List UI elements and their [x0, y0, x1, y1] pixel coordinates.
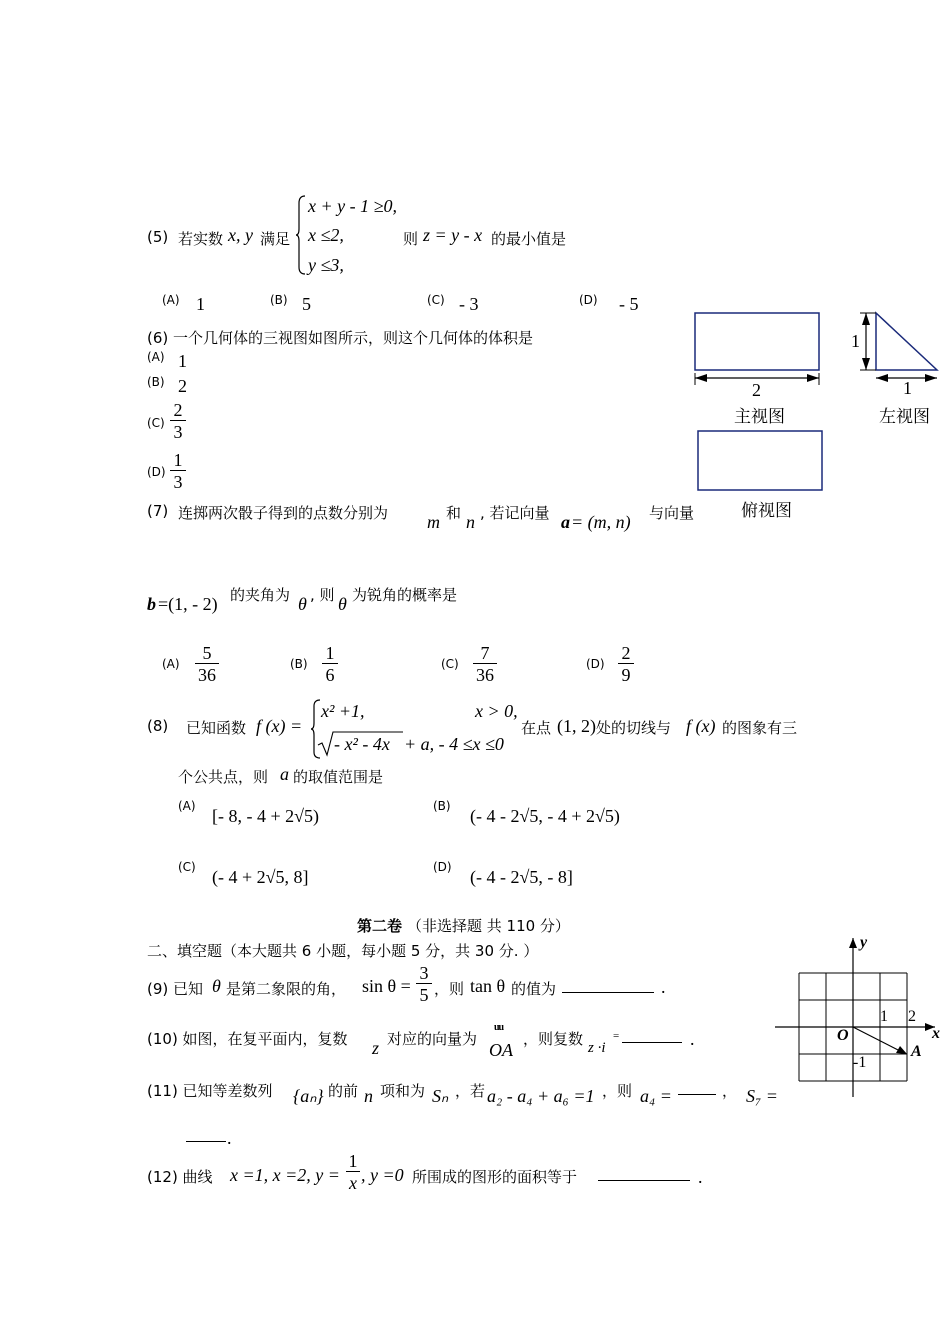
- q7-vector-a-value: = (m, n): [571, 512, 631, 532]
- q7-vector-b: b: [147, 594, 156, 614]
- q5-option-value: - 3: [459, 294, 479, 314]
- q9-tan: tan θ: [470, 976, 506, 996]
- q10-text: (10) 如图，在复平面内，复数: [147, 1030, 348, 1048]
- side-view-height: 1: [851, 331, 860, 351]
- q5-option-label: (A): [162, 293, 180, 307]
- q10-vector: OA: [489, 1040, 513, 1060]
- q5-text: 则: [403, 230, 419, 248]
- q8-function: f (x): [686, 716, 716, 736]
- q8-case-2-radicand: - x² - 4x: [334, 734, 390, 754]
- q11-a4-blank[interactable]: [678, 1080, 716, 1095]
- q9-sin: sin θ =: [362, 976, 411, 996]
- q12-answer-blank[interactable]: [598, 1166, 690, 1181]
- q9-text: 是第二象限的角，: [226, 980, 347, 998]
- q11-s7-blank[interactable]: [186, 1127, 226, 1142]
- q6-option-label: (A): [147, 350, 165, 364]
- q7-number: (7): [147, 502, 169, 520]
- q11-var-n: n: [364, 1086, 373, 1106]
- front-view-rect: [695, 313, 819, 370]
- q7-var-n: n: [466, 512, 475, 532]
- x-tick-2: 2: [908, 1008, 916, 1025]
- q7-theta: θ: [298, 594, 307, 614]
- x-tick-1: 1: [880, 1008, 888, 1025]
- side-view-triangle: [876, 313, 937, 370]
- q7-text: 和: [446, 504, 462, 522]
- q11-equation: a₂ - a₄ + a₆ =1: [487, 1086, 595, 1106]
- q5-number: (5): [147, 228, 169, 246]
- q11-period: .: [227, 1128, 232, 1148]
- q10-zi: z ·i: [588, 1040, 606, 1056]
- q11-text: 项和为: [380, 1082, 426, 1100]
- q8-option-label: (A): [178, 799, 196, 813]
- side-view-width: 1: [903, 378, 912, 398]
- q9-fraction: 3 5: [416, 963, 432, 1006]
- q11-text: (11) 已知等差数列: [147, 1082, 273, 1100]
- q8-option-label: (C): [178, 860, 196, 874]
- q11-a4: a₄ =: [640, 1086, 672, 1106]
- q11-text: ，则: [602, 1082, 633, 1100]
- q8-number: (8): [147, 717, 169, 735]
- q8-option-value: (- 4 + 2√5, 8]: [212, 867, 309, 887]
- q5-option-label: (B): [270, 293, 288, 307]
- origin-label: O: [837, 1027, 849, 1044]
- q8-text: 个公共点，则: [178, 768, 269, 786]
- q6-option-fraction: 2 3: [170, 400, 186, 443]
- q5-text: 若实数: [178, 230, 224, 248]
- q5-expression: z = y - x: [423, 225, 483, 245]
- side-view-label: 左视图: [879, 407, 930, 427]
- q8-option-label: (B): [433, 799, 451, 813]
- q10-period: .: [690, 1029, 695, 1049]
- q5-option-label: (D): [579, 293, 598, 307]
- q7-vector-b-value: =(1, - 2): [158, 594, 218, 614]
- q11-text: ，若: [455, 1082, 486, 1100]
- q9-text: (9) 已知: [147, 980, 204, 998]
- q7-option-label: (B): [290, 657, 308, 671]
- q6-option-label: (B): [147, 375, 165, 389]
- q11-s7: S₇ =: [746, 1086, 778, 1106]
- q6-option-value: 2: [178, 376, 187, 396]
- q9-answer-blank[interactable]: [562, 978, 654, 993]
- q10-text: ，则复数: [523, 1030, 584, 1048]
- q9-text: ，则: [434, 980, 465, 998]
- q11-sequence: {aₙ}: [293, 1086, 324, 1106]
- q8-condition-1: x > 0,: [475, 701, 518, 721]
- q7-text: , 若记向量: [480, 504, 550, 522]
- q7-option-label: (C): [441, 657, 459, 671]
- q11-comma: ，: [722, 1082, 738, 1100]
- q7-text: 连掷两次骰子得到的点数分别为: [178, 504, 389, 522]
- y-tick-minus-1: -1: [853, 1054, 867, 1071]
- q6-option-fraction: 1 3: [170, 450, 186, 493]
- part2-subtitle: （非选择题 共 110 分）: [407, 917, 570, 935]
- q9-theta: θ: [212, 976, 221, 996]
- q7-text: 的夹角为: [230, 586, 291, 604]
- complex-plane-figure: [775, 935, 945, 1105]
- q7-option-label: (A): [162, 657, 180, 671]
- q11-sum: Sₙ: [432, 1086, 449, 1106]
- q8-case-2-rest: + a, - 4 ≤x ≤0: [404, 734, 504, 754]
- top-view-label: 俯视图: [741, 501, 792, 521]
- section-heading: 二、填空题（本大题共 6 小题，每小题 5 分，共 30 分. ）: [147, 942, 539, 960]
- q10-answer-blank[interactable]: [622, 1028, 682, 1043]
- q5-brace: [296, 195, 306, 275]
- q7-option-fraction: 5 36: [195, 643, 219, 686]
- q5-constraint-1: x + y - 1 ≥0,: [308, 196, 397, 216]
- q5-option-value: - 5: [619, 294, 639, 314]
- q6-text: (6) 一个几何体的三视图如图所示，则这个几何体的体积是: [147, 329, 534, 347]
- q7-theta: θ: [338, 594, 347, 614]
- q8-case-1: x² +1,: [321, 701, 365, 721]
- q10-var-z: z: [372, 1038, 380, 1058]
- q6-option-value: 1: [178, 351, 187, 371]
- point-a-label: A: [911, 1043, 922, 1060]
- q6-option-label: (D): [147, 465, 166, 479]
- q6-option-label: (C): [147, 416, 165, 430]
- q9-text: 的值为: [511, 980, 557, 998]
- q5-option-value: 1: [196, 294, 205, 314]
- q5-vars: x, y: [228, 225, 253, 245]
- q8-option-value: (- 4 - 2√5, - 8]: [470, 867, 573, 887]
- q5-option-label: (C): [427, 293, 445, 307]
- q5-text: 的最小值是: [491, 230, 567, 248]
- q8-text: 的图象有三: [722, 719, 798, 737]
- q5-text: 满足: [260, 230, 291, 248]
- q8-text: 的取值范围是: [293, 768, 384, 786]
- front-view-label: 主视图: [734, 407, 785, 427]
- q7-vector-a: a: [561, 512, 570, 532]
- q8-point: (1, 2): [557, 716, 596, 736]
- q8-text: 处的切线与: [596, 719, 672, 737]
- q8-text: 在点: [521, 719, 552, 737]
- q8-option-label: (D): [433, 860, 452, 874]
- q7-text: 与向量: [649, 504, 695, 522]
- q10-equals: =: [613, 1030, 620, 1042]
- y-axis-label: y: [860, 934, 868, 951]
- q8-var-a: a: [280, 764, 289, 784]
- q7-option-fraction: 7 36: [473, 643, 497, 686]
- q7-option-label: (D): [586, 657, 605, 671]
- q12-curves: , y =0: [361, 1165, 404, 1185]
- q7-option-fraction: 2 9: [618, 643, 634, 686]
- top-view-rect: [698, 431, 822, 490]
- q12-curves: x =1, x =2, y =: [230, 1165, 340, 1185]
- q12-fraction: 1 x: [346, 1151, 360, 1194]
- q8-function: f (x) =: [256, 716, 303, 736]
- q11-text: 的前: [328, 1082, 359, 1100]
- q5-constraint-3: y ≤3,: [308, 255, 344, 275]
- q5-option-value: 5: [302, 294, 311, 314]
- q9-period: .: [661, 977, 666, 997]
- q7-text: 为锐角的概率是: [352, 586, 458, 604]
- part2-title: 第二卷: [357, 917, 403, 935]
- q12-text: (12) 曲线: [147, 1168, 213, 1186]
- q7-text: , 则: [310, 586, 335, 604]
- q5-constraint-2: x ≤2,: [308, 225, 344, 245]
- q10-vector-arrow: uu: [494, 1022, 504, 1033]
- front-view-dimension: 2: [752, 380, 761, 400]
- q7-var-m: m: [427, 512, 440, 532]
- q8-option-value: (- 4 - 2√5, - 4 + 2√5): [470, 806, 620, 826]
- q12-text: 所围成的图形的面积等于: [412, 1168, 578, 1186]
- q10-text: 对应的向量为: [387, 1030, 478, 1048]
- q12-period: .: [698, 1167, 703, 1187]
- q7-option-fraction: 1 6: [322, 643, 338, 686]
- x-axis-label: x: [932, 1025, 940, 1042]
- q8-option-value: [- 8, - 4 + 2√5): [212, 806, 320, 826]
- q8-text: 已知函数: [186, 719, 247, 737]
